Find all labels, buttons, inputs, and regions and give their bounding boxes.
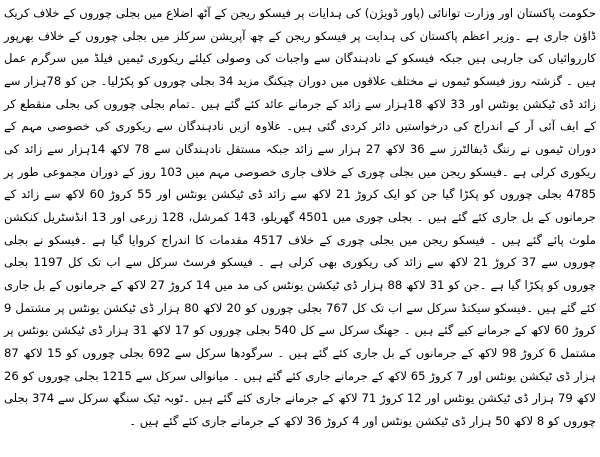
article-body-text: حکومت پاکستان اور وزارت توانائی (پاور ڈویژن) کی ہدایات پر فیسکو ریجن کے آٹھ اضلاع میں بجلی چوروں کے خلاف کریک ڈاؤن جاری ہے ۔وزیر اعظم پاکستان کی ہدایت پر فیسکو ریجن کے چھ آپریشن سرکلز میں بجلی چوروں کے خلاف بھرپور کارروائیاں کی جارہی ہیں جبکہ فیسکو کے نادہندگان سے واجبات کی وصولی کیلئے ریکوری ٹیمیں فیلڈ میں سرگرم عمل ہیں ۔ گزشتہ روز فیسکو ٹیموں نے مختلف علاقوں میں دوران چیکنگ مزید 34 بجلی چوروں کو پکڑلیا۔ جن کو 78ہزار سے زائد ڈی ٹیکشن یونٹس اور 33 لاکھ 18ہزار سے زائد کے جرمانے عائد کئے گئے ہیں ۔تمام بجلی چوروں کی بجلی منقطع کر کے ایف آئی آر کے اندراج کی درخواستیں دائر کردی گئی ہیں۔ علاوہ ازیں نادہندگان سے ریکوری کی خصوصی مہم کے دوران ٹیموں نے رننگ ڈیفالٹرز سے 36 لاکھ 27 ہزار سے زائد جبکہ مستقل نادہندگان سے 78 لاکھ 14ہزار سے زائد کی ریکوری کرلی ہے ۔فیسکو ریجن میں بجلی چوری کے خلاف جاری خصوصی مہم میں 103 روز کے دوران مجموعی طور پر 4785 بجلی چوروں کو پکڑا گیا جن کو ایک کروڑ 21 لاکھ سے زائد ڈی ٹیکشن یونٹس اور 55 کروڑ 60 لاکھ سے زائد کے جرمانوں کے بل جاری کئے گئے ہیں ۔ بجلی چوری میں 4501 گھریلو، 143 کمرشل، 128 زرعی اور 13 انڈسٹریل کنکشن ملوث پائے گئے ہیں ۔ فیسکو ریجن میں بجلی چوری کے خلاف 4517 مقدمات کا اندراج کروایا گیا ہے ۔فیسکو نے بجلی چوروں سے 37 کروڑ 21 لاکھ سے زائد کی ریکوری بھی کرلی ہے ۔ فیسکو فرسٹ سرکل سے اب تک کل 1197 بجلی چوروں کو پکڑا گیا ہے ۔جن کو 31 لاکھ 88 ہزار ڈی ٹیکشن یونٹس کی مد میں 14 کروڑ 27 لاکھ کے جرمانوں کے بل جاری کئے گئے ہیں ۔فیسکو سیکنڈ سرکل سے اب تک کل 767 بجلی چوروں کو 20 لاکھ 80 ہزار ڈی ٹیکشن یونٹس پر مشتمل 9 کروڑ 60 لاکھ کے جرمانے کیے گئے ہیں ۔ جھنگ سرکل سے کل 540 بجلی چوروں کو 17 لاکھ 31 ہزار ڈی ٹیکشن یونٹس پر مشتمل 6 کروڑ 98 لاکھ کے جرمانوں کے بل جاری کئے گئے ہیں ۔ سرگودھا سرکل سے 692 بجلی چوروں کو 15 لاکھ 87 ہزار ڈی ٹیکشن یونٹس اور 7 کروڑ 65 لاکھ کے جرمانے جاری کئے گئے ہیں ۔ میانوالی سرکل سے 1215 بجلی چوروں کو 26 لاکھ 79 ہزار ڈی ٹیکشن یونٹس اور 12 کروڑ 71 لاکھ کے جرمانے جاری کئے گئے ہیں ۔ٹوبہ ٹیک سنگھ سرکل سے 374 بجلی چوروں کو 8 لاکھ 50 ہزار ڈی ٹیکشن یونٹس اور 4 کروڑ 36 لاکھ کے جرمانے جاری کئے گئے ہیں ۔ <box>4 6 597 428</box>
